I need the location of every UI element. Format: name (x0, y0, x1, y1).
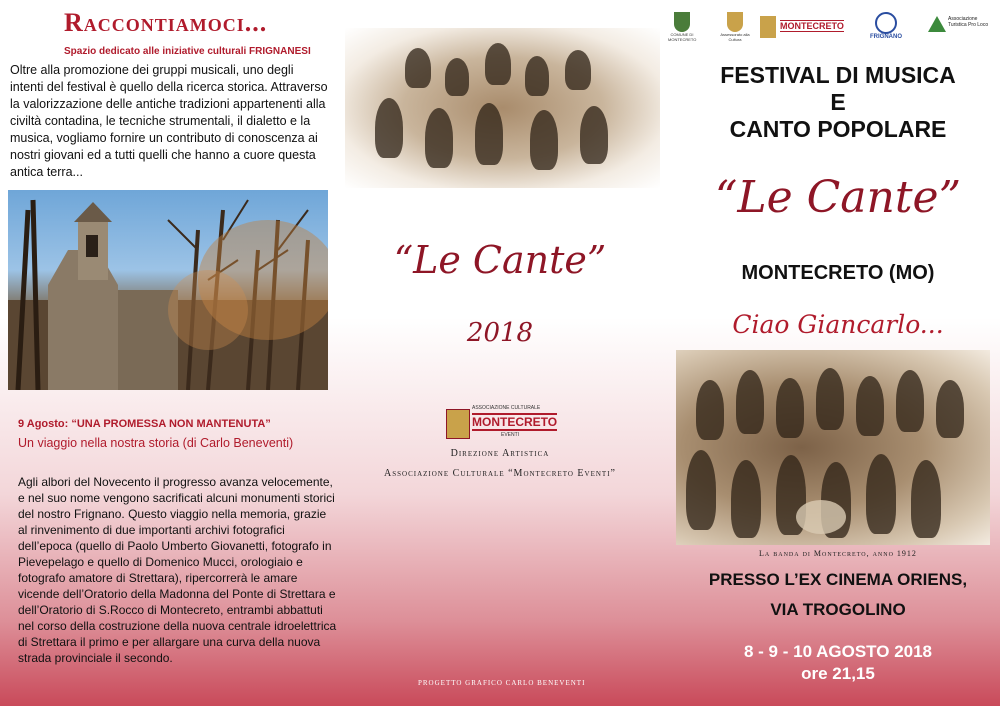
artistic-direction-label: Direzione Artistica (450, 448, 550, 459)
festival-title-large: “Le Cante” (714, 172, 962, 223)
coat-of-arms-icon: COMUNE DI MONTECRETO (668, 12, 696, 44)
dedication-text: Ciao Giancarlo... (732, 310, 944, 339)
intro-paragraph: Oltre alla promozione dei gruppi musicali, uno degli intenti del festival è quello della ricerca storica. Attraverso la valorizzazione delle antiche tradizioni appartenenti alla civiltà contadina, le tecniche strumentali, il dialetto e la musica, vogliamo fornire un contributo di conoscenza ai nostri giovani ed a tutti quelli che hanno a cuore questa antica terra... (10, 63, 328, 179)
montecreto-eventi-icon: MONTECRETO (760, 12, 840, 44)
bass-drum-icon (796, 500, 846, 534)
venue-line-1: PRESSO L’EX CINEMA ORIENS, (708, 570, 968, 589)
photo-caption: La banda di Montecreto, anno 1912 (759, 549, 917, 558)
section-subtitle: Spazio dedicato alle iniziative culturali FRIGNANESI (64, 46, 311, 57)
event-time: ore 21,15 (801, 664, 875, 683)
church-photo (8, 190, 328, 390)
association-name: Associazione Culturale “Montecreto Eventi” (384, 468, 616, 479)
event-dates: 8 - 9 - 10 AGOSTO 2018 (743, 642, 933, 661)
heading-line-3: CANTO POPOLARE (729, 116, 947, 142)
castle-icon (446, 409, 470, 439)
heading-line-2: E (830, 89, 846, 115)
event-title: 9 Agosto: “UNA PROMESSA NON MANTENUTA” (18, 418, 271, 430)
event-subtitle: Un viaggio nella nostra storia (di Carlo Beneventi) (18, 436, 294, 450)
crest-icon: Assessorato alla Cultura (718, 12, 752, 44)
logo-bottom-text: EVENTI (501, 432, 520, 438)
venue-line-2: VIA TROGOLINO (770, 600, 906, 619)
pro-loco-icon: Associazione Turistica Pro Loco (928, 12, 992, 44)
section-title: Raccontiamoci... (64, 8, 268, 37)
historic-band-photo (345, 28, 660, 188)
festival-title: “Le Cante” (393, 238, 607, 282)
band-photo-1912 (676, 350, 990, 545)
location-label: MONTECRETO (MO) (741, 262, 935, 284)
festival-year: 2018 (466, 318, 534, 348)
logo-top-text: ASSOCIAZIONE CULTURALE (472, 405, 541, 411)
frignano-icon: FRIGNANO (866, 12, 906, 44)
event-description: Agli albori del Novecento il progresso avanza velocemente, e nel suo nome vengono sacrificati alcuni monumenti storici del nostro Frignano. Questo viaggio nella memoria, grazie al rinvenimento di due importanti archivi fotografici dell’epoca (quello di Paolo Umberto Giovanetti, fotografo in Pievepelago e quello di Domenico Mucci, orologiaio e fotografo amatore di Strettara), ripercorrerà le amare vicende dell’Oratorio della Madonna del Ponte di Strettara e dell’Oratorio di S.Rocco di Montecreto, entrambi abbattuti nel corso della costruzione della nuova centrale idroelettrica di Strettara il primo e per allargare una curva della nuova strada provinciale il secondo. (18, 475, 337, 665)
montecreto-eventi-logo (446, 405, 556, 441)
festival-heading (676, 62, 1000, 143)
church-illustration (8, 190, 328, 390)
logo-name: MONTECRETO (472, 415, 558, 429)
heading-line-1: FESTIVAL DI MUSICA (720, 62, 956, 88)
graphic-credit: PROGETTO GRAFICO CARLO BENEVENTI (418, 679, 586, 687)
